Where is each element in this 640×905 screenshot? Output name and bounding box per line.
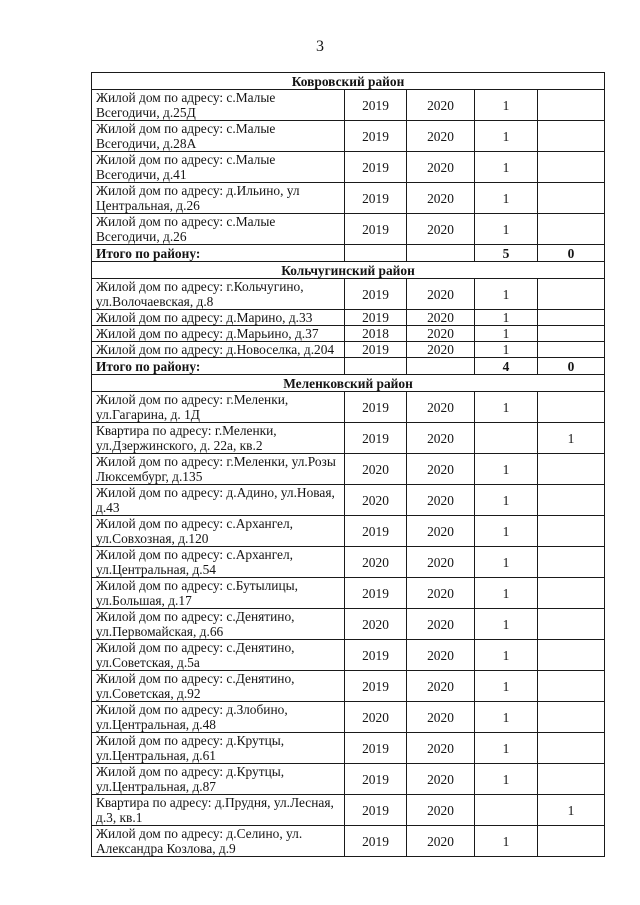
empty-cell [345,245,407,262]
house-count-cell: 1 [475,392,538,423]
address-cell: Жилой дом по адресу: д.Крутцы, ул.Центральная, д.61 [92,733,345,764]
house-count-cell: 1 [475,152,538,183]
address-cell: Квартира по адресу: г.Меленки, ул.Дзержинского, д. 22а, кв.2 [92,423,345,454]
apartment-count-cell: 1 [538,795,605,826]
district-name: Кольчугинский район [92,262,605,279]
house-count-cell: 1 [475,454,538,485]
address-cell: Жилой дом по адресу: д.Селино, ул. Александра Козлова, д.9 [92,826,345,857]
year-end-cell: 2020 [407,392,475,423]
section-header-row [92,375,605,392]
table-row [92,733,605,764]
table-row [92,609,605,640]
address-cell: Жилой дом по адресу: д.Крутцы, ул.Центральная, д.87 [92,764,345,795]
section-header-row [92,262,605,279]
year-start-cell: 2019 [345,214,407,245]
year-start-cell: 2019 [345,90,407,121]
district-total-row [92,245,605,262]
apartment-count-cell [538,609,605,640]
total-houses-cell: 4 [475,358,538,375]
empty-cell [407,358,475,375]
year-end-cell: 2020 [407,121,475,152]
year-end-cell: 2020 [407,671,475,702]
table-row [92,279,605,310]
year-start-cell: 2019 [345,423,407,454]
page-number: 3 [316,38,324,55]
address-cell: Жилой дом по адресу: д.Ильино, ул Центральная, д.26 [92,183,345,214]
table-row [92,547,605,578]
house-count-cell: 1 [475,326,538,342]
table-row [92,392,605,423]
year-start-cell: 2019 [345,578,407,609]
address-cell: Жилой дом по адресу: с.Денятино, ул.Советская, д.92 [92,671,345,702]
house-count-cell [475,795,538,826]
table-row [92,795,605,826]
table-row [92,702,605,733]
year-start-cell: 2019 [345,826,407,857]
year-start-cell: 2019 [345,279,407,310]
apartment-count-cell [538,578,605,609]
table-row [92,578,605,609]
total-apartments-cell: 0 [538,358,605,375]
section-header-row [92,73,605,90]
address-cell: Жилой дом по адресу: г.Кольчугино, ул.Волочаевская, д.8 [92,279,345,310]
apartment-count-cell [538,733,605,764]
house-count-cell: 1 [475,547,538,578]
address-cell: Жилой дом по адресу: с.Денятино, ул.Советская, д.5а [92,640,345,671]
apartment-count-cell [538,183,605,214]
house-count-cell: 1 [475,764,538,795]
apartment-count-cell [538,702,605,733]
year-start-cell: 2019 [345,516,407,547]
table-row [92,90,605,121]
address-cell: Жилой дом по адресу: с.Архангел, ул.Центральная, д.54 [92,547,345,578]
year-start-cell: 2019 [345,733,407,764]
apartment-count-cell [538,671,605,702]
address-cell: Жилой дом по адресу: д.Марьино, д.37 [92,326,345,342]
total-houses-cell: 5 [475,245,538,262]
address-cell: Жилой дом по адресу: д.Адино, ул.Новая, д.43 [92,485,345,516]
house-count-cell: 1 [475,310,538,326]
year-end-cell: 2020 [407,547,475,578]
apartment-count-cell [538,214,605,245]
house-count-cell: 1 [475,640,538,671]
table-row [92,454,605,485]
house-count-cell: 1 [475,671,538,702]
house-count-cell: 1 [475,485,538,516]
year-start-cell: 2020 [345,702,407,733]
apartment-count-cell [538,279,605,310]
year-start-cell: 2020 [345,454,407,485]
year-start-cell: 2019 [345,121,407,152]
year-end-cell: 2020 [407,516,475,547]
address-cell: Жилой дом по адресу: д.Злобино, ул.Центральная, д.48 [92,702,345,733]
table-row [92,183,605,214]
apartment-count-cell [538,516,605,547]
year-end-cell: 2020 [407,90,475,121]
table-row [92,764,605,795]
house-count-cell: 1 [475,516,538,547]
year-end-cell: 2020 [407,310,475,326]
year-end-cell: 2020 [407,183,475,214]
year-end-cell: 2020 [407,826,475,857]
year-start-cell: 2018 [345,326,407,342]
apartment-count-cell: 1 [538,423,605,454]
year-start-cell: 2019 [345,152,407,183]
housing-table [91,72,605,857]
apartment-count-cell [538,640,605,671]
address-cell: Жилой дом по адресу: г.Меленки, ул.Розы Люксембург, д.135 [92,454,345,485]
house-count-cell: 1 [475,214,538,245]
apartment-count-cell [538,454,605,485]
house-count-cell: 1 [475,826,538,857]
year-end-cell: 2020 [407,795,475,826]
apartment-count-cell [538,826,605,857]
table-row [92,121,605,152]
year-end-cell: 2020 [407,279,475,310]
empty-cell [407,245,475,262]
year-end-cell: 2020 [407,640,475,671]
table-row [92,516,605,547]
address-cell: Жилой дом по адресу: с.Малые Всегодичи, д.41 [92,152,345,183]
house-count-cell: 1 [475,609,538,640]
year-start-cell: 2019 [345,310,407,326]
house-count-cell: 1 [475,90,538,121]
address-cell: Жилой дом по адресу: д.Новоселка, д.204 [92,342,345,358]
apartment-count-cell [538,392,605,423]
year-end-cell: 2020 [407,609,475,640]
year-end-cell: 2020 [407,326,475,342]
house-count-cell [475,423,538,454]
year-start-cell: 2020 [345,609,407,640]
district-total-row [92,358,605,375]
year-start-cell: 2020 [345,485,407,516]
address-cell: Жилой дом по адресу: с.Архангел, ул.Совхозная, д.120 [92,516,345,547]
year-end-cell: 2020 [407,214,475,245]
year-end-cell: 2020 [407,764,475,795]
table-row [92,671,605,702]
table-row [92,485,605,516]
table-row [92,342,605,358]
year-end-cell: 2020 [407,702,475,733]
apartment-count-cell [538,485,605,516]
house-count-cell: 1 [475,279,538,310]
apartment-count-cell [538,121,605,152]
year-end-cell: 2020 [407,342,475,358]
year-end-cell: 2020 [407,485,475,516]
apartment-count-cell [538,547,605,578]
year-start-cell: 2019 [345,671,407,702]
district-name: Ковровский район [92,73,605,90]
address-cell: Жилой дом по адресу: с.Малые Всегодичи, д.28А [92,121,345,152]
empty-cell [345,358,407,375]
year-start-cell: 2019 [345,764,407,795]
table-row [92,214,605,245]
address-cell: Жилой дом по адресу: с.Малые Всегодичи, д.25Д [92,90,345,121]
table-row [92,826,605,857]
year-end-cell: 2020 [407,152,475,183]
table-row [92,310,605,326]
house-count-cell: 1 [475,183,538,214]
address-cell: Жилой дом по адресу: д.Марино, д.33 [92,310,345,326]
address-cell: Квартира по адресу: д.Прудня, ул.Лесная, д.3, кв.1 [92,795,345,826]
table-row [92,152,605,183]
house-count-cell: 1 [475,578,538,609]
year-start-cell: 2019 [345,795,407,826]
apartment-count-cell [538,310,605,326]
table-row [92,326,605,342]
total-label: Итого по району: [92,358,345,375]
apartment-count-cell [538,90,605,121]
table-row [92,423,605,454]
year-end-cell: 2020 [407,578,475,609]
table-row [92,640,605,671]
year-start-cell: 2020 [345,547,407,578]
year-end-cell: 2020 [407,733,475,764]
apartment-count-cell [538,152,605,183]
address-cell: Жилой дом по адресу: с.Бутылицы, ул.Большая, д.17 [92,578,345,609]
apartment-count-cell [538,326,605,342]
apartment-count-cell [538,764,605,795]
address-cell: Жилой дом по адресу: с.Малые Всегодичи, д.26 [92,214,345,245]
apartment-count-cell [538,342,605,358]
house-count-cell: 1 [475,702,538,733]
year-start-cell: 2019 [345,640,407,671]
year-end-cell: 2020 [407,423,475,454]
year-start-cell: 2019 [345,183,407,214]
address-cell: Жилой дом по адресу: г.Меленки, ул.Гагарина, д. 1Д [92,392,345,423]
year-end-cell: 2020 [407,454,475,485]
address-cell: Жилой дом по адресу: с.Денятино, ул.Первомайская, д.66 [92,609,345,640]
total-label: Итого по району: [92,245,345,262]
house-count-cell: 1 [475,121,538,152]
total-apartments-cell: 0 [538,245,605,262]
year-start-cell: 2019 [345,392,407,423]
house-count-cell: 1 [475,342,538,358]
year-start-cell: 2019 [345,342,407,358]
district-name: Меленковский район [92,375,605,392]
table-body [92,73,605,857]
house-count-cell: 1 [475,733,538,764]
